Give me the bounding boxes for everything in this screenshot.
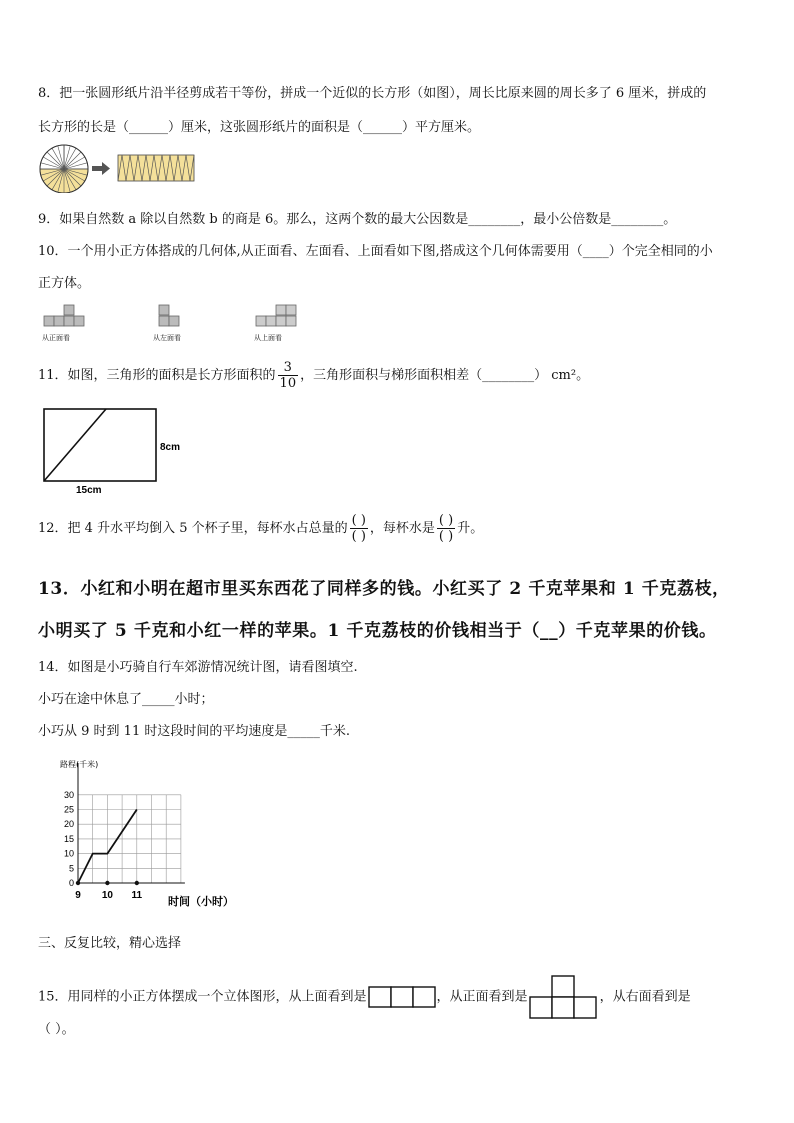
q10-line2: 正方体。 [38,276,91,291]
q14-line1: 14．如图是小巧骑自行车郊游情况统计图，请看图填空. [38,660,358,675]
fraction-denominator: 10 [279,376,297,391]
y-tick-label: 15 [63,833,74,844]
x-tick-dot [105,881,109,885]
q12-mid: ，每杯水是 [369,521,435,536]
left-view-figure [153,303,213,343]
q15-line2: （ ）。 [38,1022,75,1037]
fraction-numerator: 3 [278,360,299,376]
width-label: 15cm [76,485,102,495]
q12-pre: 12．把 4 升水平均倒入 5 个杯子里，每杯水占总量的 [38,521,348,536]
distance-time-chart [30,755,260,915]
q8-line2: 长方形的长是（______）厘米，这张圆形纸片的面积是（______）平方厘米。 [38,120,481,135]
y-tick-label: 20 [63,819,74,830]
front-view-caption: 从正面看 [42,334,70,342]
top-view-figure [254,303,314,343]
y-tick-label: 10 [63,848,74,859]
y-tick-label: 5 [68,863,74,874]
section-3-heading: 三、反复比较，精心选择 [38,936,182,951]
q15-mid: ，从正面看到是 [436,989,528,1005]
q10-line1: 10．一个用小正方体搭成的几何体,从正面看、左面看、上面看如下图,搭成这个几何体需要用（____）个完全相同的小 [38,244,713,259]
q15-pre: 15．用同样的小正方体摆成一个立体图形，从上面看到是 [38,989,367,1005]
rectangle-shape [44,409,156,481]
q15-post: ，从右面看到是 [599,989,691,1005]
blank-denominator: ( ) [351,529,366,544]
blank-numerator: ( ) [351,513,366,528]
unit-cm2: cm² [551,368,577,383]
q13-line1: 13．小红和小明在超市里买东西花了同样多的钱。小红买了 2 千克苹果和 1 千克荔枝， [38,579,730,599]
x-tick-labels [75,881,142,901]
q13-line2: 小明买了 5 千克和小红一样的苹果。1 千克荔枝的价钱相当于（__）千克苹果的价钱。 [38,621,717,641]
rectangle-strips-icon [118,155,194,181]
x-tick-label: 10 [101,890,113,901]
left-view-icon [153,303,183,329]
circle-icon [40,145,88,193]
y-tick-label: 25 [63,804,74,815]
top-view-icon [254,303,298,329]
x-tick-dot [135,881,139,885]
q14-line3: 小巧从 9 时到 11 时这段时间的平均速度是_____千米. [38,724,350,739]
circle-to-rectangle-figure [38,143,198,193]
x-tick-label: 9 [75,890,81,901]
q12-line [38,513,483,544]
q11-end: 。 [576,368,590,383]
chart-axes [78,763,185,883]
height-label: 8cm [160,442,181,453]
front-view-t-shape-icon [528,974,600,1020]
q8-line1: 8．把一张圆形纸片沿半径剪成若干等份，拼成一个近似的长方形（如图），周长比原来圆的周长多了 6 厘米，拼成的 [38,86,707,101]
blank-denominator: ( ) [438,529,454,544]
top-view-caption: 从上面看 [254,334,282,342]
diagonal-line [44,409,106,481]
front-view-icon [42,303,86,329]
y-tick-label: 30 [63,789,74,800]
x-tick-label: 11 [131,890,143,901]
q11-post: ，三角形面积与梯形面积相差（________） [300,368,548,383]
y-tick-label: 0 [68,878,74,888]
blank-numerator: ( ) [438,513,454,528]
top-view-three-squares-icon [367,985,437,1009]
rectangle-triangle-figure [40,405,200,495]
arrow-icon [92,162,110,175]
q11-line [38,360,589,391]
left-view-caption: 从左面看 [153,334,181,342]
fraction-3-10 [278,360,299,391]
q11-pre: 11．如图，三角形的面积是长方形面积的 [38,368,276,383]
chart-grid [78,795,181,883]
q15-line1 [38,974,691,1020]
q12-post: 升。 [457,521,484,536]
blank-fraction-1 [350,513,368,544]
q9-line1: 9．如果自然数 a 除以自然数 b 的商是 6。那么，这两个数的最大公因数是________，最小公倍数是________。 [38,212,677,227]
blank-fraction-2 [437,513,455,544]
front-view-figure [42,303,102,343]
y-tick-labels [64,790,74,888]
x-axis-label: 时间（小时） [168,895,234,908]
q14-line2: 小巧在途中休息了_____小时； [38,692,214,707]
y-axis-label: 路程(千米) [60,760,99,769]
